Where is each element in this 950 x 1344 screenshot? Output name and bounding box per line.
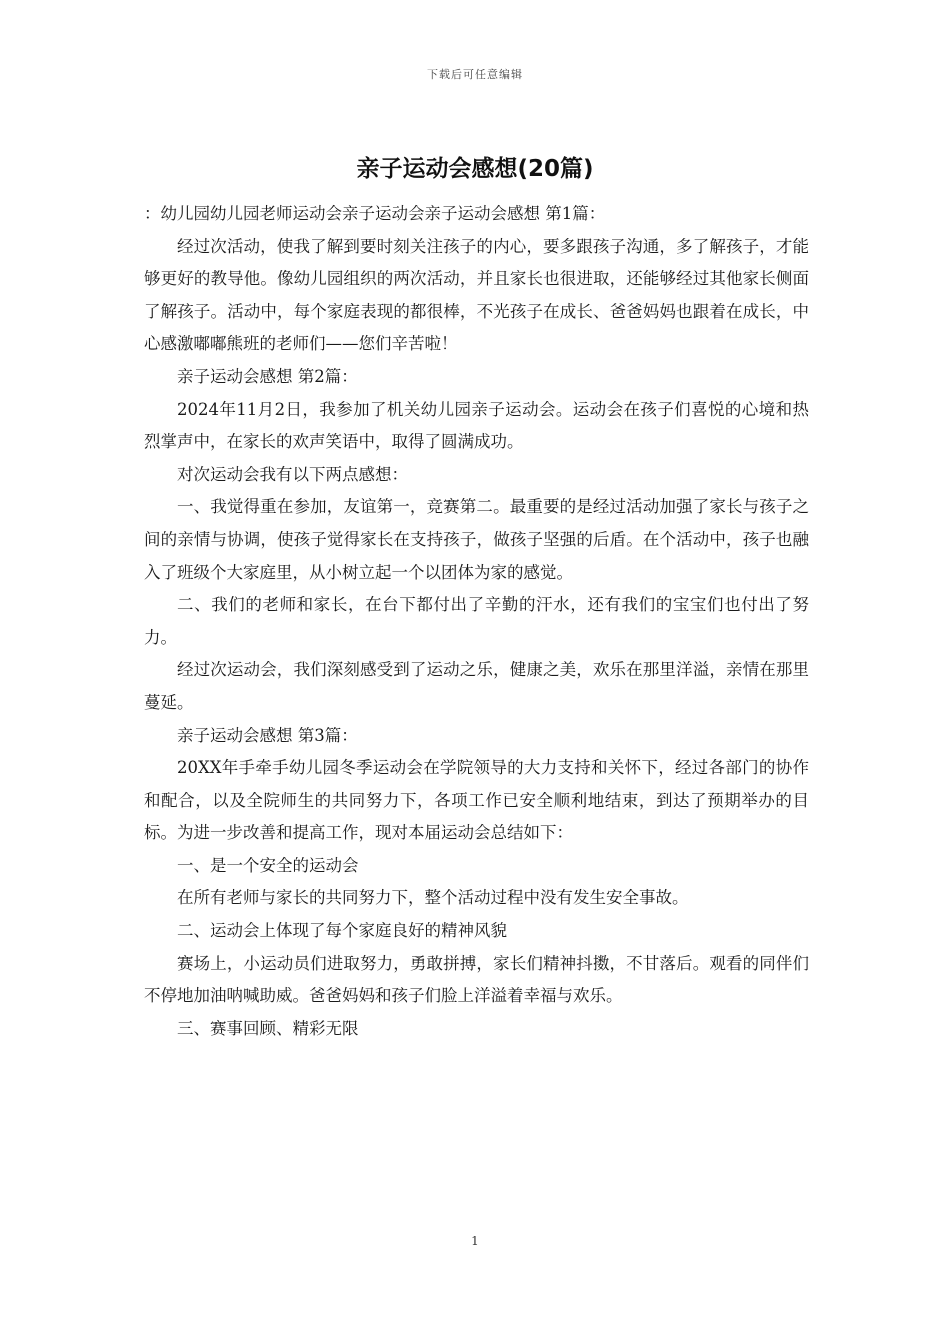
document-title: 亲子运动会感想(20篇) [356, 156, 594, 182]
page-number: 1 [471, 1234, 479, 1248]
paragraph: 对次运动会我有以下两点感想： [177, 464, 408, 484]
paragraph: 一、是一个安全的运动会 [177, 855, 359, 875]
paragraph: 20XX年手牵手幼儿园冬季运动会在学院领导的大力支持和关怀下，经过各部门的协作和配合，以及全院师生的共同努力下，各项工作已安全顺利地结束，到达了预期举办的目标。为进一步改善和提高工作，现对本届运动会总结如下： [144, 758, 809, 843]
section-heading: 亲子运动会感想 第3篇： [177, 725, 358, 745]
paragraph: ：幼儿园幼儿园老师运动会亲子运动会亲子运动会感想 第1篇： [144, 204, 606, 223]
paragraph: 经过次活动，使我了解到要时刻关注孩子的内心，要多跟孩子沟通，多了解孩子，才能够更好的教导他。像幼儿园组织的两次活动，并且家长也很进取，还能够经过其他家长侧面了解孩子。活动中，每个家庭表现的都很棒，不光孩子在成长、爸爸妈妈也跟着在成长，中心感激嘟嘟熊班的老师们——您们辛苦啦！ [144, 236, 809, 354]
paragraph: 赛场上，小运动员们进取努力，勇敢拼搏，家长们精神抖擞，不甘落后。观看的同伴们不停地加油呐喊助威。爸爸妈妈和孩子们脸上洋溢着幸福与欢乐。 [144, 953, 809, 1006]
paragraph: 一、我觉得重在参加，友谊第一，竞赛第二。最重要的是经过活动加强了家长与孩子之间的亲情与协调，使孩子觉得家长在支持孩子，做孩子坚强的后盾。在个活动中，孩子也融入了班级个大家庭里，从小树立起一个以团体为家的感觉。 [144, 497, 809, 582]
paragraph: 二、我们的老师和家长，在台下都付出了辛勤的汗水，还有我们的宝宝们也付出了努力。 [144, 595, 809, 647]
document-body [144, 198, 809, 1045]
paragraph: 三、赛事回顾、精彩无限 [177, 1018, 359, 1038]
paragraph: 2024年11月2日，我参加了机关幼儿园亲子运动会。运动会在孩子们喜悦的心境和热烈掌声中，在家长的欢声笑语中，取得了圆满成功。 [144, 399, 809, 452]
paragraph: 经过次运动会，我们深刻感受到了运动之乐，健康之美，欢乐在那里洋溢，亲情在那里蔓延。 [144, 660, 809, 712]
section-heading: 亲子运动会感想 第2篇： [177, 366, 358, 386]
header-note: 下载后可任意编辑 [427, 68, 523, 81]
paragraph: 二、运动会上体现了每个家庭良好的精神风貌 [177, 921, 507, 941]
paragraph: 在所有老师与家长的共同努力下，整个活动过程中没有发生安全事故。 [177, 888, 689, 908]
